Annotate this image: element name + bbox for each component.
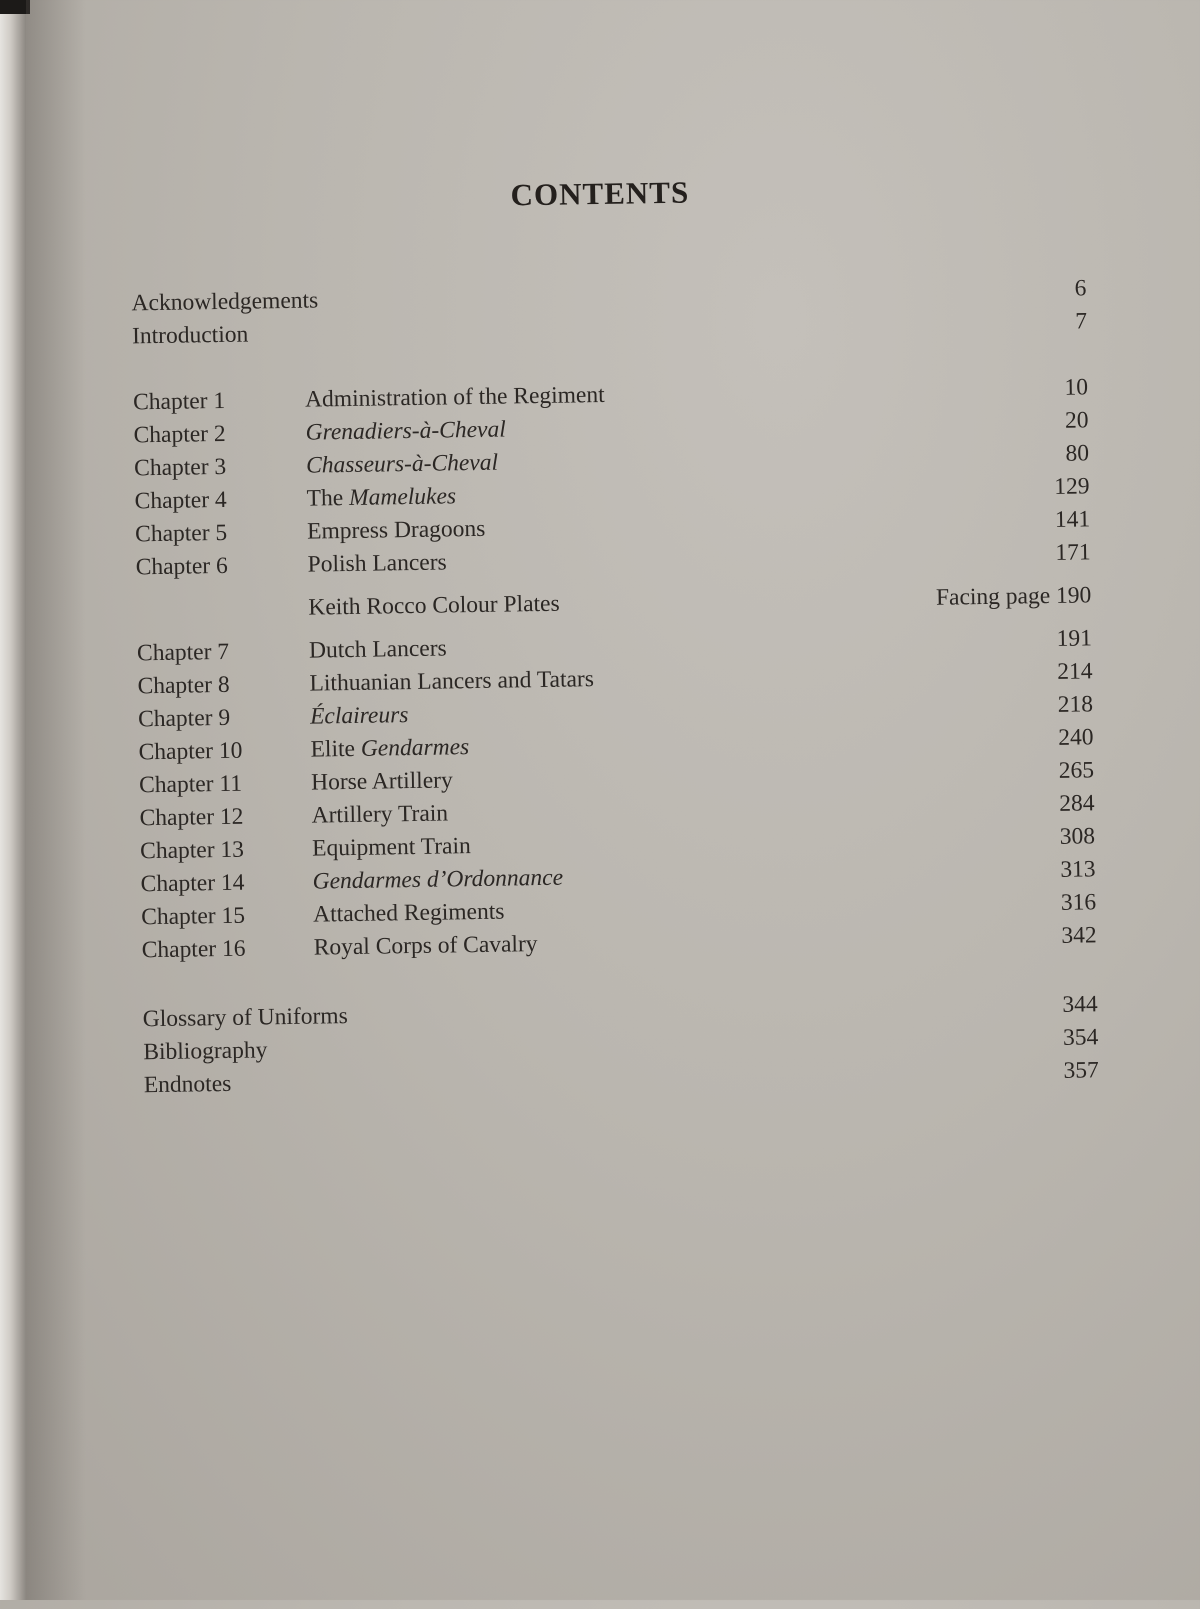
entry-page: 308: [1059, 823, 1096, 850]
chapter-title: [313, 896, 505, 932]
chapter-title: [309, 632, 447, 667]
entry-page: 344: [1062, 991, 1098, 1018]
chapter-title: [309, 663, 594, 700]
chapter-label: Chapter 8: [137, 671, 230, 700]
entry-page: 342: [1061, 922, 1097, 949]
chapter-title-segment: Dutch Lancers: [308, 635, 447, 664]
chapter-title: [312, 862, 563, 899]
entry-title: Endnotes: [143, 1070, 232, 1099]
chapter-label: Chapter 2: [133, 420, 226, 449]
chapter-title-segment: Lithuanian Lancers and Tatars: [309, 666, 595, 697]
chapters-section-2: [137, 622, 1097, 967]
chapter-title-segment: Gendarmes d’Ordonnance: [312, 864, 564, 895]
chapter-title-segment: Gendarmes: [360, 734, 470, 762]
entry-page: 7: [1075, 308, 1088, 335]
entry-page: 265: [1058, 757, 1095, 784]
entry-page: 240: [1058, 724, 1094, 751]
entry-page: 284: [1059, 790, 1095, 817]
chapter-title-segment: Horse Artillery: [310, 767, 453, 796]
chapter-title: [310, 699, 409, 734]
chapter-title-segment: Éclaireurs: [309, 702, 409, 730]
chapter-label: Chapter 7: [136, 638, 230, 667]
entry-page: 316: [1060, 889, 1097, 916]
chapter-label: Chapter 10: [138, 737, 243, 766]
chapter-title: [305, 414, 506, 450]
chapter-label: Chapter 4: [134, 486, 227, 515]
chapter-title: [312, 830, 471, 865]
chapter-title: [311, 797, 448, 832]
table-of-contents: [131, 272, 1099, 1102]
entry-page: Facing page 190: [935, 582, 1092, 611]
entry-page: 141: [1054, 506, 1091, 533]
chapter-label: Chapter 15: [141, 902, 246, 931]
entry-page: 313: [1060, 856, 1096, 883]
entry-page: 6: [1074, 275, 1087, 302]
entry-page: 218: [1057, 691, 1094, 718]
chapter-title-segment: Administration of the Regiment: [304, 381, 605, 413]
chapter-title-segment: Mamelukes: [348, 483, 457, 511]
chapter-label: Chapter 5: [134, 519, 228, 548]
entry-title: Bibliography: [143, 1037, 268, 1066]
entry-title: Introduction: [131, 321, 249, 350]
chapter-title-segment: Grenadiers-à-Cheval: [305, 416, 506, 446]
entry-page: 10: [1064, 374, 1089, 401]
chapter-label: Chapter 14: [140, 869, 245, 898]
chapter-label: Chapter 12: [139, 803, 244, 832]
chapter-title: [306, 480, 456, 515]
chapter-title: [307, 513, 486, 549]
chapter-title-segment: Empress Dragoons: [306, 515, 486, 545]
entry-page: 129: [1054, 473, 1090, 500]
chapter-title: [305, 379, 605, 417]
page-title: CONTENTS: [510, 174, 690, 213]
chapter-title-segment: The: [306, 484, 350, 512]
entry-page: 191: [1056, 625, 1093, 652]
entry-page: 171: [1055, 539, 1091, 566]
chapter-title: [306, 447, 498, 483]
chapter-title: [313, 928, 537, 965]
chapter-title-segment: Artillery Train: [311, 800, 449, 829]
chapter-label: Chapter 11: [138, 770, 243, 799]
chapter-title-segment: Equipment Train: [311, 833, 471, 862]
chapter-title: [310, 731, 469, 766]
chapter-label: Chapter 6: [135, 552, 228, 581]
entry-title: Glossary of Uniforms: [142, 1003, 348, 1033]
chapter-title-segment: Royal Corps of Cavalry: [313, 931, 538, 961]
chapter-title-segment: Chasseurs-à-Cheval: [305, 449, 499, 479]
chapter-title: [307, 546, 447, 581]
entry-page: 357: [1063, 1057, 1099, 1084]
chapter-label: Chapter 16: [141, 935, 246, 964]
chapter-title: [311, 764, 453, 799]
back-matter-section: [143, 988, 1099, 1102]
chapter-title-segment: Attached Regiments: [312, 898, 505, 928]
entry-page: 354: [1062, 1024, 1099, 1051]
chapter-title-segment: Polish Lancers: [307, 549, 447, 578]
entry-page: 214: [1057, 658, 1093, 685]
entry-page: 80: [1065, 440, 1090, 467]
chapter-label: Chapter 9: [137, 704, 231, 733]
chapter-label: Chapter 3: [133, 453, 227, 482]
entry-page: 20: [1064, 407, 1089, 434]
entry-title: Keith Rocco Colour Plates: [308, 590, 560, 621]
chapter-title-segment: Elite: [310, 735, 362, 763]
chapters-section-1: [133, 371, 1091, 584]
chapter-label: Chapter 1: [132, 387, 226, 416]
chapter-label: Chapter 13: [139, 836, 245, 865]
entry-title: Acknowledgements: [131, 287, 319, 317]
